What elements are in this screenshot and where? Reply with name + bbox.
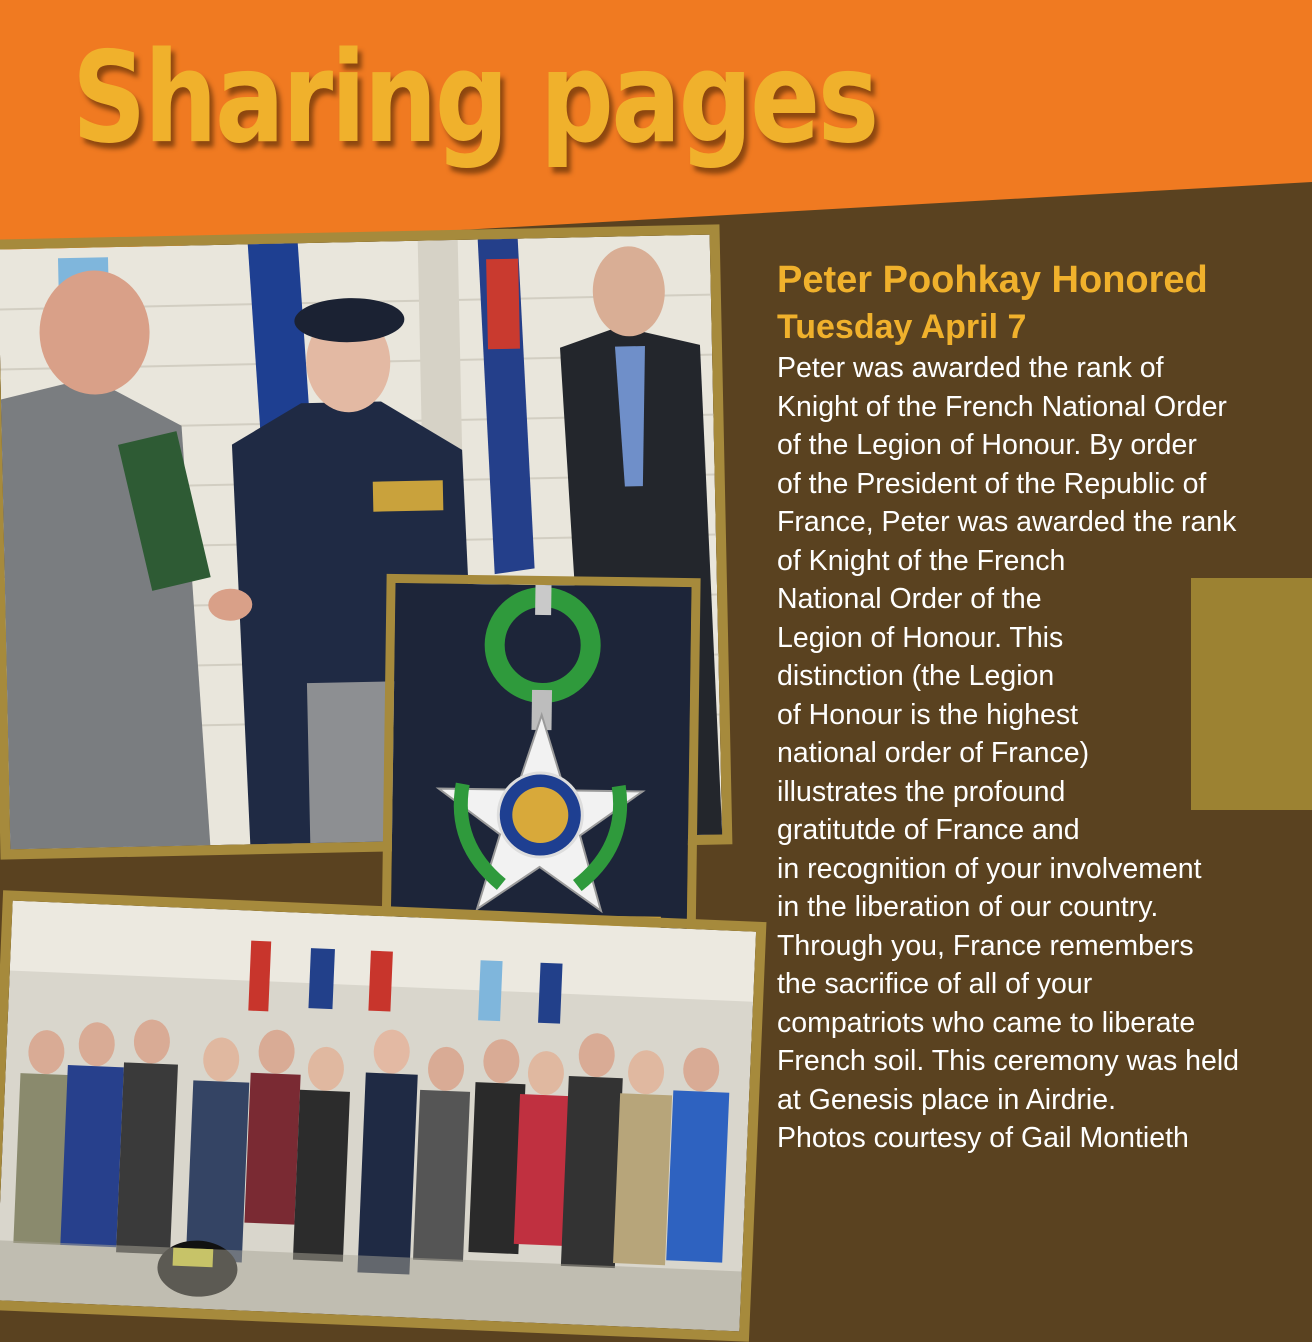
photo-group-gathering <box>0 890 766 1342</box>
article-body-line: of Knight of the French <box>777 544 1066 577</box>
article-body <box>777 349 1297 1158</box>
article-body-line: in recognition of your involvement <box>777 852 1202 885</box>
article-body-line: of the Legion of Honour. By order <box>777 429 1197 461</box>
page-title: Sharing pages <box>72 24 877 171</box>
article-body-line: national order of France) <box>777 737 1090 769</box>
article-body-line: of the President of the Republic of <box>777 467 1207 500</box>
article-body-line: Legion of Honour. This <box>777 621 1064 654</box>
article-body-line: France, Peter was awarded the rank <box>777 506 1237 538</box>
article-date: Tuesday April 7 <box>777 308 1027 346</box>
article <box>777 255 1297 1158</box>
article-body-line: compatriots who came to liberate <box>777 1006 1196 1039</box>
article-body-line: illustrates the profound <box>777 775 1066 808</box>
article-body-line: in the liberation of our country. <box>777 891 1159 923</box>
article-body-line: National Order of the <box>777 583 1042 615</box>
article-body-line: the sacrifice of all of your <box>777 968 1093 1000</box>
photo-legion-of-honour-medal <box>381 574 700 956</box>
article-body-line: Peter was awarded the rank of <box>777 352 1164 384</box>
article-body-line: Through you, France remembers <box>777 929 1194 962</box>
article-body-line: Knight of the French National Order <box>777 390 1227 423</box>
article-body-line: Photos courtesy of Gail Montieth <box>777 1122 1189 1154</box>
article-body-line: gratitutde of France and <box>777 814 1080 846</box>
article-body-line: of Honour is the highest <box>777 698 1079 731</box>
article-body-line: distinction (the Legion <box>777 660 1055 692</box>
article-body-line: at Genesis place in Airdrie. <box>777 1083 1117 1116</box>
article-body-line: French soil. This ceremony was held <box>777 1045 1239 1077</box>
article-headline: Peter Poohkay Honored <box>777 259 1208 301</box>
